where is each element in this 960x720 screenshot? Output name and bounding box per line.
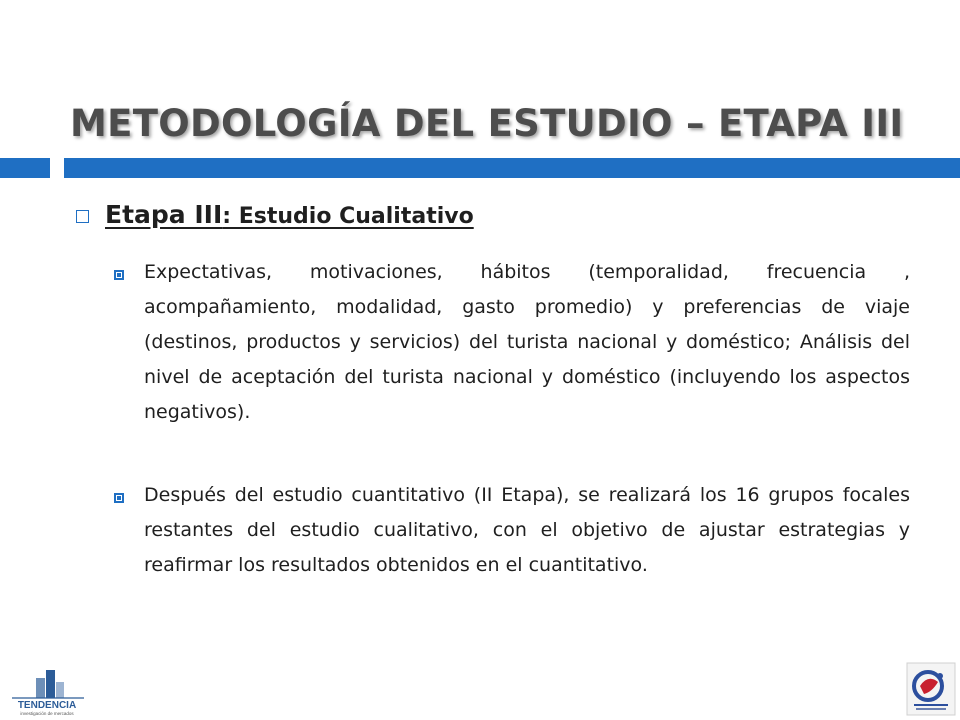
heading-rest-part: : Estudio Cualitativo — [222, 204, 474, 229]
section-heading-text — [105, 200, 474, 229]
tourism-logo — [906, 662, 956, 716]
hollow-square-bullet-icon — [76, 210, 89, 223]
square-bullet-icon — [114, 493, 124, 503]
logo-building-1 — [36, 678, 45, 698]
heading-bold-part: Etapa III — [105, 200, 223, 229]
bullet-text: Expectativas, motivaciones, hábitos (temporalidad, frecuencia , acompañamiento, modalidad, gasto promedio) y preferencias de viaje (destinos, productos y servicios) del turista nacional y doméstico; Análisis del nivel de aceptación del turista nacional y doméstico (incluyendo los aspectos negativos). — [144, 261, 910, 423]
logo-dot — [937, 673, 943, 679]
title-rule-right — [64, 158, 960, 178]
bullet-text: Después del estudio cuantitativo (II Etapa), se realizará los 16 grupos focales restantes del estudio cualitativo, con el objetivo de ajustar estrategias y reafirmar los resultados obtenidos en el cuantitativo. — [144, 484, 910, 576]
logo-tagline: investigación de mercados — [20, 711, 74, 716]
bullet-item — [114, 484, 910, 583]
logo-caption-line-1 — [914, 704, 948, 706]
bullet-item — [114, 261, 910, 430]
slide-title: METODOLOGÍA DEL ESTUDIO – ETAPA III — [70, 102, 904, 145]
square-bullet-icon — [114, 270, 124, 280]
logo-name: TENDENCIA — [17, 700, 77, 711]
title-rule-left — [0, 158, 50, 178]
logo-building-2 — [46, 670, 55, 698]
section-heading — [76, 200, 474, 229]
logo-building-3 — [56, 682, 64, 698]
tendencia-logo — [6, 660, 88, 716]
logo-caption-line-2 — [916, 708, 946, 710]
